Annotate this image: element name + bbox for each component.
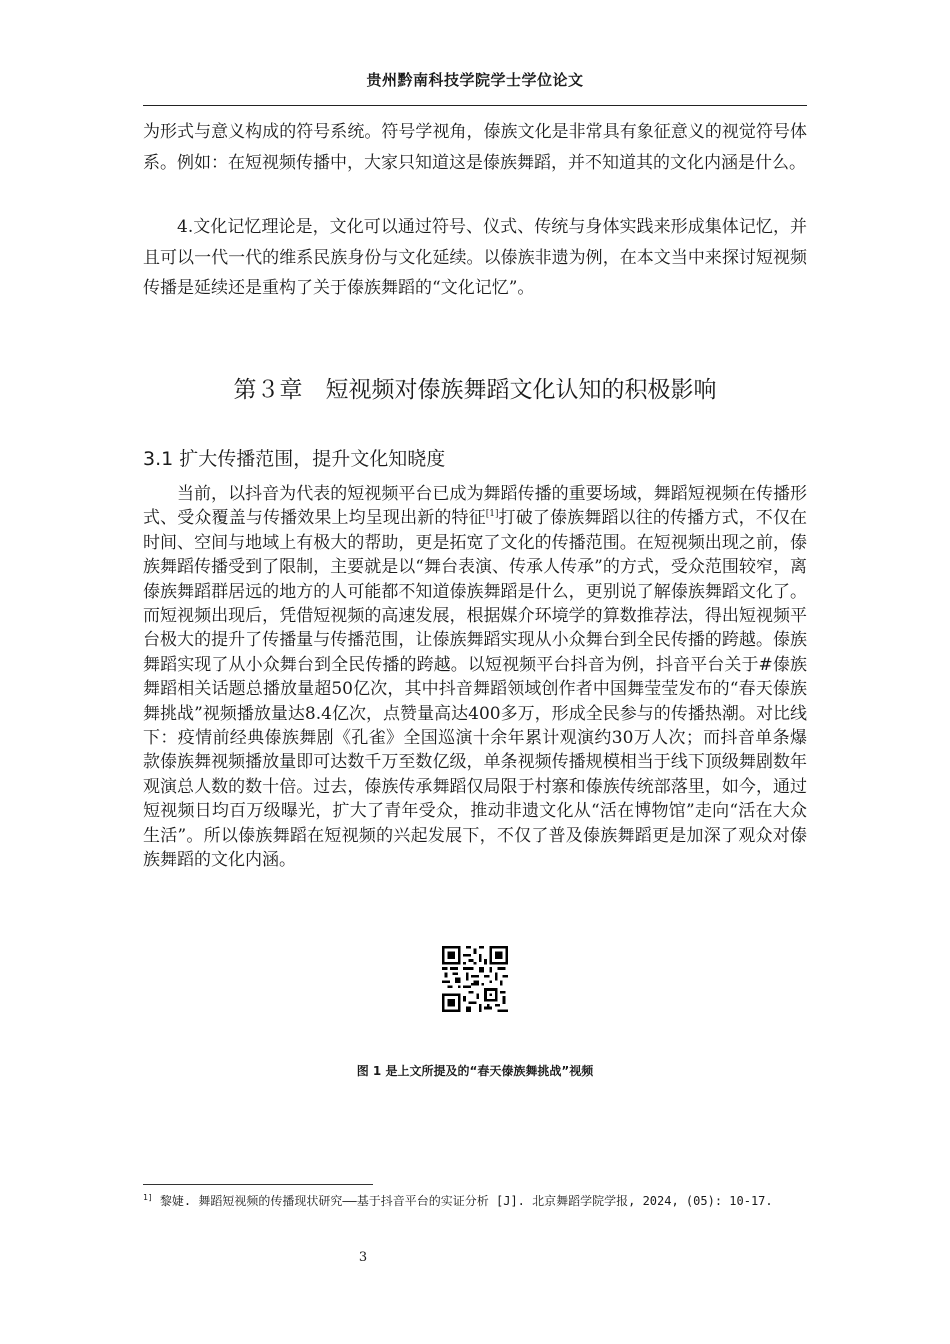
paragraph-text-part1: 当前，以抖音为代表的短视频平台已成为舞蹈传播的重要场域，舞蹈短视频在传播形式、受众覆盖与传播效果上均呈现出新的特征 [143,484,807,529]
footnote-text: 黎婕. 舞蹈短视频的传播现状研究——基于抖音平台的实证分析 [J]. 北京舞蹈学院学报, 2024, (05): 10-17. [159,1194,773,1208]
qr-code-icon [442,946,508,1012]
section-title: 3.1 扩大传播范围，提升文化知晓度 [143,448,446,470]
footnote-marker: 1] [143,1193,153,1202]
footnote [143,1192,807,1211]
paragraph-spread-scope [143,482,807,873]
page-number: 3 [358,1250,368,1265]
page-header [143,66,807,106]
header-title: 贵州黔南科技学院学士学位论文 [366,71,584,89]
figure-caption: 图 1 是上文所提及的“春天傣族舞挑战”视频 [356,1064,594,1078]
citation-reference[interactable]: [1] [485,509,499,520]
chapter-title: 第３章 短视频对傣族舞蹈文化认知的积极影响 [233,377,717,403]
paragraph-cultural-memory: 4.文化记忆理论是，文化可以通过符号、仪式、传统与身体实践来形成集体记忆，并且可以一代一代的维系民族身份与文化延续。以傣族非遗为例，在本文当中来探讨短视频传播是延续还是重构了关于傣族舞蹈的“文化记忆”。 [143,217,807,298]
paragraph-text-part2: 打破了傣族舞蹈以往的传播方式，不仅在时间、空间与地域上有极大的帮助，更是拓宽了文化的传播范围。在短视频出现之前，傣族舞蹈传播受到了限制，主要就是以“舞台表演、传承人传承”的方式，受众范围较窄，离傣族舞蹈群居远的地方的人可能都不知道傣族舞蹈是什么，更别说了解傣族舞蹈文化了。而短视频出现后，凭借短视频的高速发展，根据媒介环境学的算数推荐法，得出短视频平台极大的提升了传播量与传播范围，让傣族舞蹈实现从小众舞台到全民传播的跨越。傣族舞蹈实现了从小众舞台到全民传播的跨越。以短视频平台抖音为例，抖音平台关于#傣族舞蹈相关话题总播放量超50亿次，其中抖音舞蹈领域创作者中国舞莹莹发布的“春天傣族舞挑战”视频播放量达8.4亿次，点赞量高达400多万，形成全民参与的传播热潮。对比线下：疫情前经典傣族舞剧《孔雀》全国巡演十余年累计观演约30万人次；而抖音单条爆款傣族舞视频播放量即可达数千万至数亿级，单条视频传播规模相当于线下顶级舞剧数年观演总人数的数十倍。过去，傣族传承舞蹈仅局限于村寨和傣族传统部落里，如今，通过短视频日均百万级曝光，扩大了青年受众，推动非遗文化从“活在博物馆”走向“活在大众生活”。所以傣族舞蹈在短视频的兴起发展下，不仅了普及傣族舞蹈更是加深了观众对傣族舞蹈的文化内涵。 [143,508,808,871]
footnote-divider [143,1184,373,1185]
paragraph-symbol-system: 为形式与意义构成的符号系统。符号学视角，傣族文化是非常具有象征意义的视觉符号体系。例如：在短视频传播中，大家只知道这是傣族舞蹈，并不知道其的文化内涵是什么。 [143,122,807,173]
